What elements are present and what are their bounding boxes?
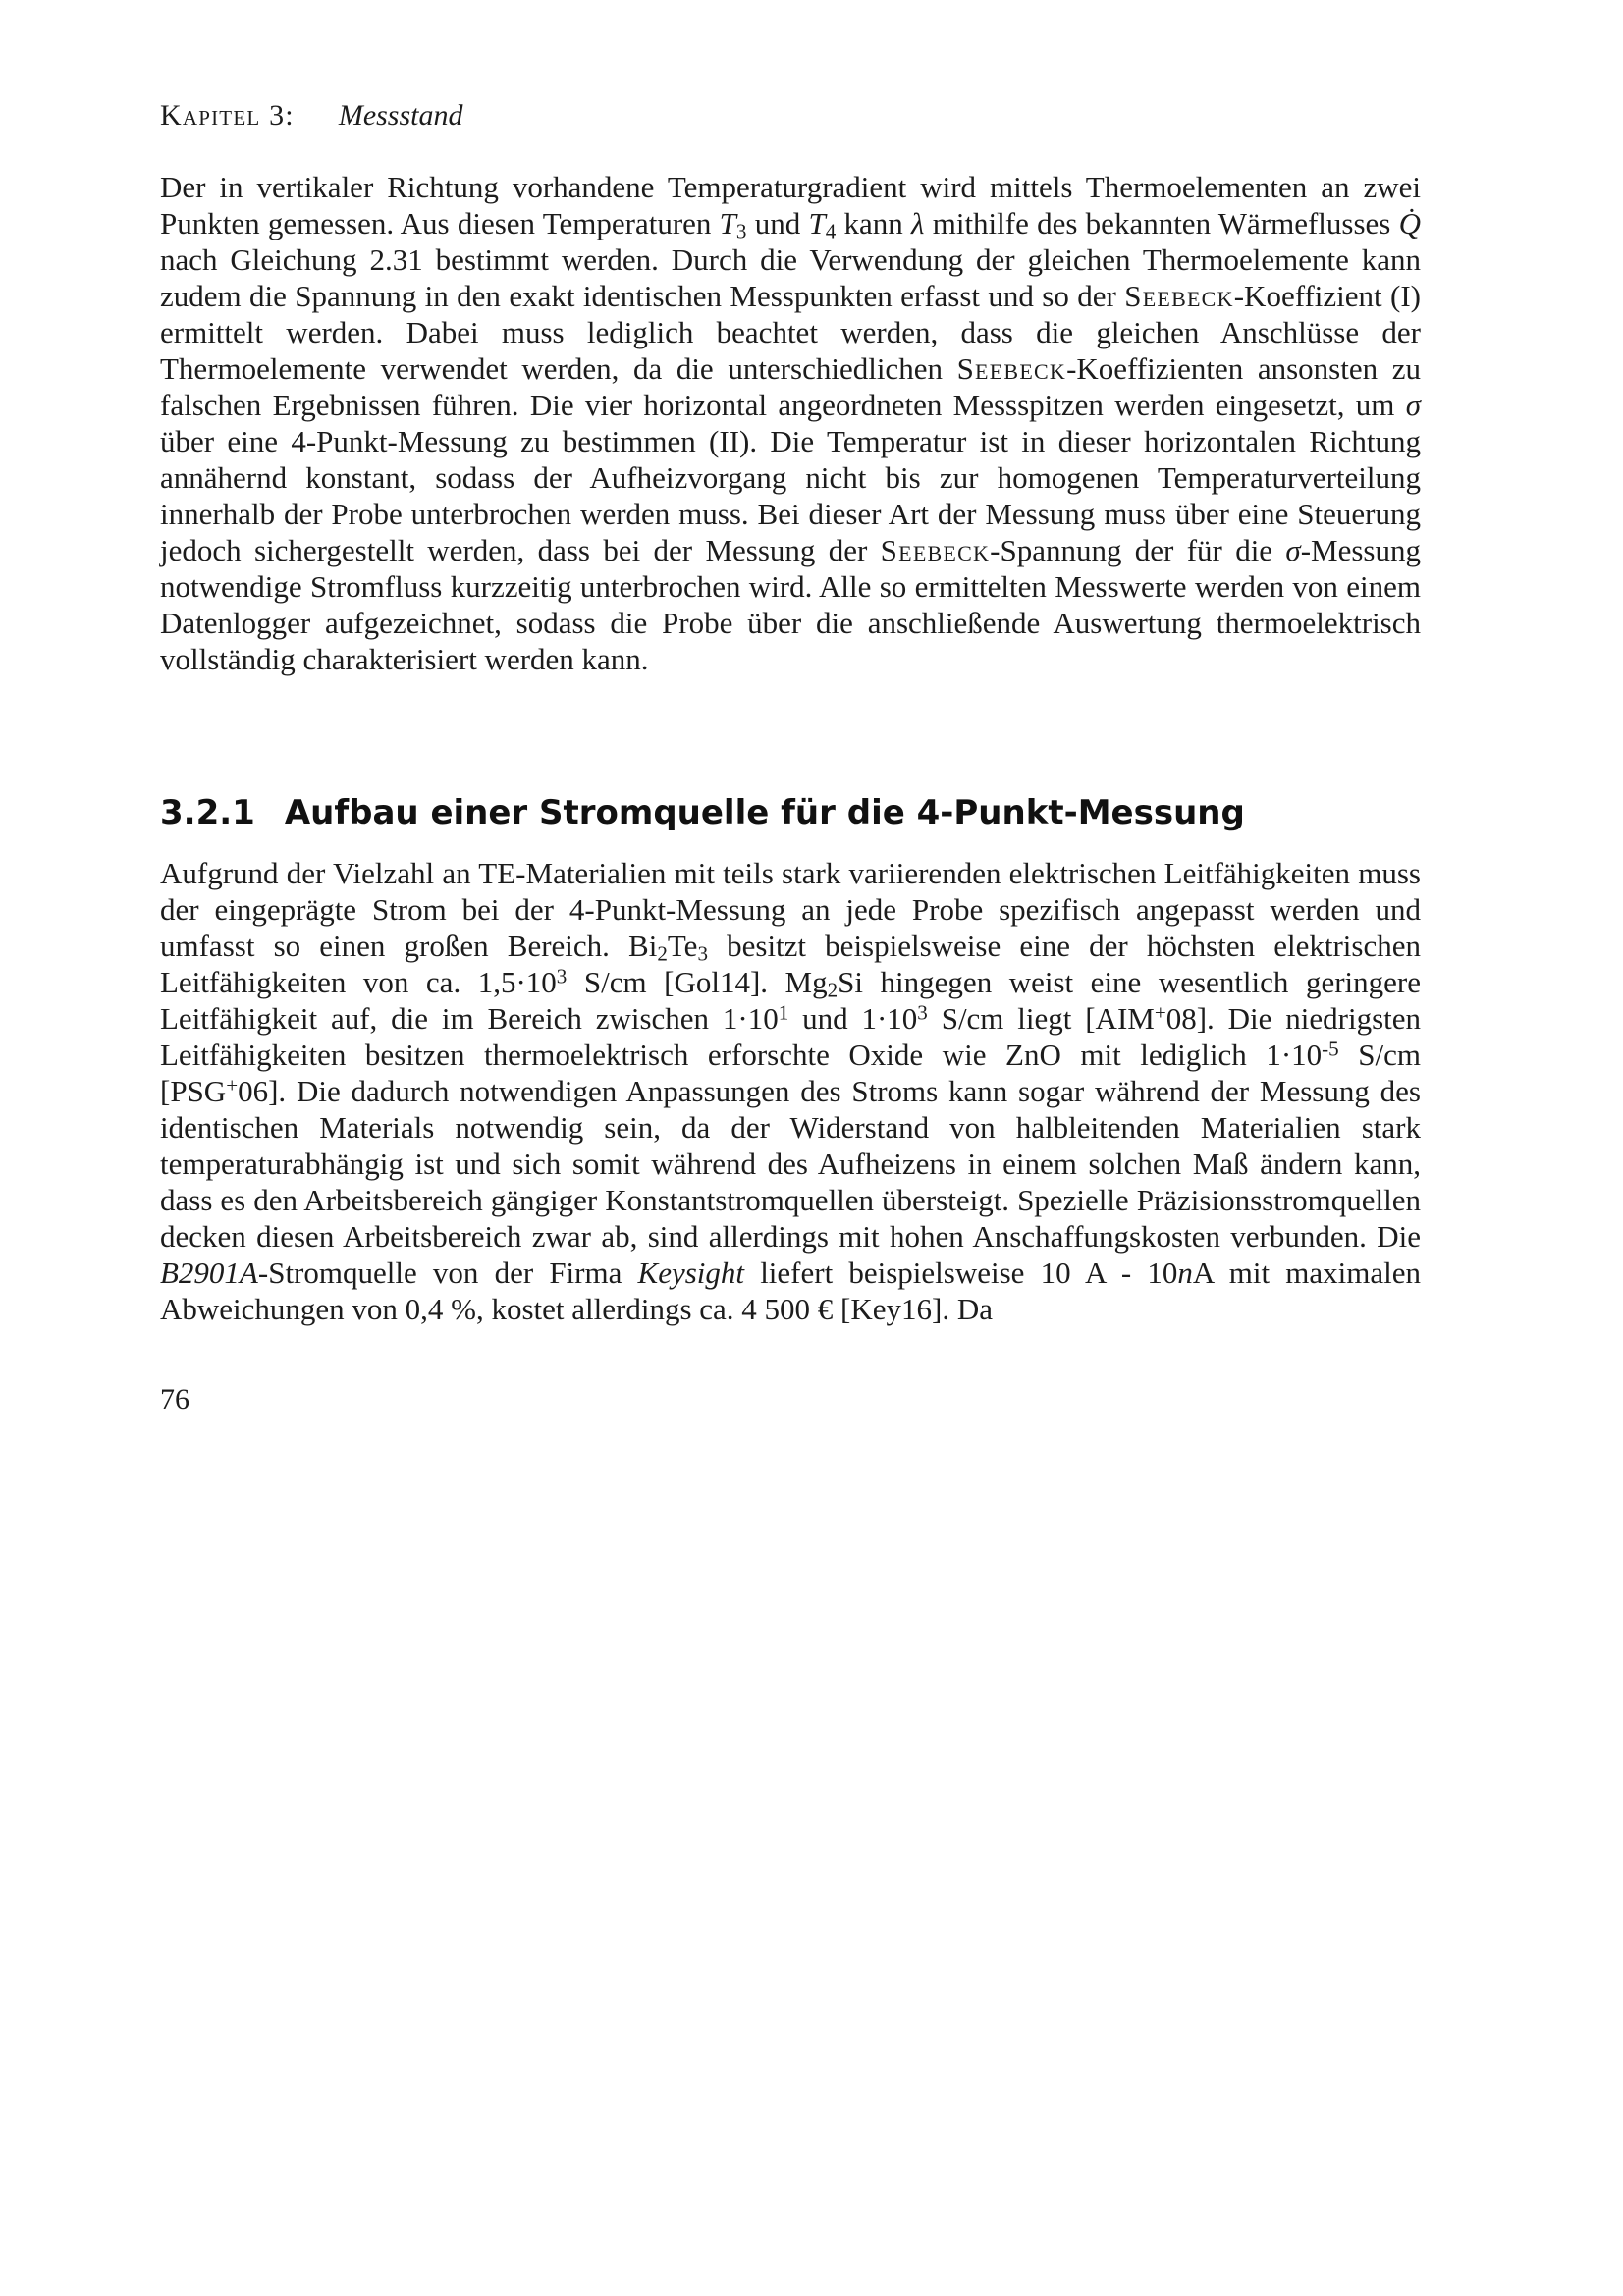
text-run: kann [836,206,912,240]
section-title: Aufbau einer Stromquelle für die 4-Punkt-Messung [284,793,1245,832]
page-number: 76 [160,1383,189,1415]
text-run: nach Gleichung 2.31 bestimmt werden. Durch die Verwendung der gleichen Thermoelemente kann zudem die Spannung in den exakt identischen Messpunkten erfasst und so der [160,242,1421,313]
text-run: 06]. Die dadurch notwendigen Anpassungen des Stroms kann sogar während der Messung des identischen Materials notwendig sein, da der Widerstand von halbleitenden Materialien stark temperaturabhängig ist und sich somit während des Aufheizens in einem solchen Maß ändern kann, dass es den Arbeitsbereich gängiger Konstantstromquellen übersteigt. Spezielle Präzisionsstromquellen decken diesen Arbeitsbereich zwar ab, sind allerdings mit hohen Anschaffungskosten verbunden. Die [160,1074,1421,1254]
text-run-smallcaps: Seebeck [956,351,1067,386]
section-heading [160,792,1421,833]
text-run-italic: Keysight [637,1255,745,1290]
text-run-italic: σ [1285,533,1301,567]
text-run: Aufgrund der Vielzahl an TE-Materialien mit teils stark variierenden elektrischen Leitfähigkeiten muss der eingeprägte Strom bei der 4-Punkt-Messung an jede Probe spezifisch angepasst werden und umfasst so einen großen Bereich. Bi [160,856,1421,963]
text-run: mithilfe des bekannten Wärmeflusses [924,206,1399,240]
text-run: Der in vertikaler Richtung vorhandene Temperaturgradient wird mittels Thermoelementen an zwei Punkten gemessen. Aus diesen Temperaturen [160,170,1421,240]
text-run: und 1·10 [788,1001,918,1036]
text-run [295,99,339,132]
text-run-italic: n [1177,1255,1193,1290]
text-run-sup: 3 [917,1000,928,1025]
text-run-sub: 2 [827,978,839,1002]
text-run: Te [667,929,698,963]
text-run: besitzt beispielsweise eine der höchsten elektrischen Leitfähigkeiten von ca. 1,5·10 [160,929,1421,999]
running-header [160,98,1421,133]
text-run-italic: Q̇ [1398,206,1421,240]
body-paragraph-1 [160,169,1421,677]
text-run-italic: λ [911,206,925,240]
text-run-smallcaps: Seebeck [880,533,991,567]
text-run-italic: T [808,206,826,240]
text-run-sup: + [1154,1000,1166,1025]
text-run-sub: 4 [825,219,837,243]
body-paragraph-2 [160,855,1421,1327]
text-run-smallcaps: Seebeck [1124,279,1234,313]
text-run-italic: σ [1405,388,1421,422]
text-run: und [746,206,809,240]
text-run: S/cm [Gol14]. Mg [567,965,828,999]
text-run: -Stromquelle von der Firma [257,1255,638,1290]
text-run: A mit maximalen Abweichungen von 0,4 %, kostet allerdings ca. 4 500 € [Key16]. Da [160,1255,1421,1326]
text-run-sub: 3 [735,219,747,243]
text-run: -Messung notwendige Stromfluss kurzzeitig unterbrochen wird. Alle so ermittelten Messwerte werden von einem Datenlogger aufgezeichnet, sodass die Probe über die anschließende Auswertung thermoelektrisch vollständig charakterisiert werden kann. [160,533,1421,676]
text-run-sup: -5 [1322,1037,1339,1061]
text-run: 08]. Die niedrigsten Leitfähigkeiten besitzen thermoelektrisch erforschte Oxide wie ZnO mit lediglich 1·10 [160,1001,1422,1072]
text-run: S/cm [PSG [160,1038,1422,1108]
text-run-sub: 3 [697,941,708,966]
text-run-sup: 1 [778,1000,789,1025]
text-run-italic: T [719,206,736,240]
text-run-sup: 3 [556,964,568,988]
text-run: S/cm liegt [AIM [927,1001,1155,1036]
text-run-italic: Messstand [338,99,463,132]
text-run: -Koeffizienten ansonsten zu falschen Ergebnissen führen. Die vier horizontal angeordneten Messspitzen werden eingesetzt, um [160,351,1421,422]
text-run-italic: B2901A [160,1255,258,1290]
text-run: über eine 4-Punkt-Messung zu bestimmen (II). Die Temperatur ist in dieser horizontalen Richtung annähernd konstant, sodass der Aufheizvorgang nicht bis zur homogenen Temperaturverteilung innerhalb der Probe unterbrochen werden muss. Bei dieser Art der Messung muss über eine Steuerung jedoch sichergestellt werden, dass bei der Messung der [160,424,1421,567]
text-run-smallcaps: Kapitel 3: [160,99,295,132]
text-run: -Spannung der für die [990,533,1286,567]
text-run-sup: + [226,1073,239,1097]
text-run: Si hingegen weist eine wesentlich geringere Leitfähigkeit auf, die im Bereich zwischen 1·10 [160,965,1421,1036]
text-run: liefert beispielsweise 10 A - 10 [744,1255,1178,1290]
text-run: -Koeffizient (I) ermittelt werden. Dabei muss lediglich beachtet werden, dass die gleichen Anschlüsse der Thermoelemente verwendet werden, da die unterschiedlichen [160,279,1422,386]
text-run-sub: 2 [657,941,668,966]
section-number: 3.2.1 [160,793,255,832]
